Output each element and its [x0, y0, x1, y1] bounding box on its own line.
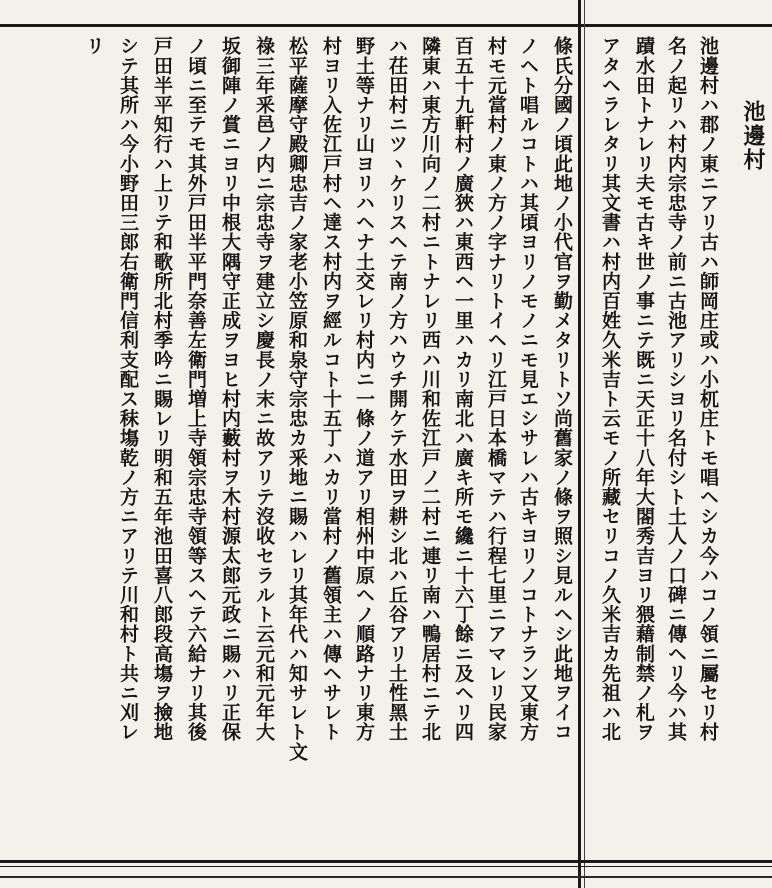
text-column-12: 村ヨリ入佐江戸村ヘ達ス村内ヲ經ルコト十五丁ハカリ當村ノ舊領主ハ傳ヘサレト [320, 36, 342, 742]
page-fold-line-inner [584, 0, 585, 888]
text-column-19: リ [83, 36, 105, 56]
bottom-rule [0, 860, 772, 863]
text-column-8: 百五十九軒村ノ廣狹ハ東西ヘ一里ハカリ南北ハ廣キ所モ纔ニ十六丁餘ニ及ヘリ四 [452, 36, 474, 742]
text-column-5: 條氏分國ノ頃此地ノ小代官ヲ勤メタリトソ尚舊家ノ條ヲ照シ見ルヘシ此地ヲイコ [551, 36, 573, 742]
text-column-1: 池邊村ハ郡ノ東ニアリ古ハ師岡庄或ハ小杌庄トモ唱ヘシカ今ハコノ領ニ屬セリ村 [697, 36, 719, 742]
bottom-rule-thin [0, 866, 772, 867]
bottom-rule-lower [0, 876, 772, 878]
text-column-6: ノヘト唱ルコトハ其頃ヨリノモノニモ見エシサレハ古キヨリノコトナラン又東方 [517, 36, 539, 742]
text-column-13: 松平薩摩守殿卿忠吉ノ家老小笠原和泉守宗忠カ釆地ニ賜ハレリ其年代ハ知サレト文 [286, 36, 308, 762]
text-column-4: アタヘラレタリ其文書ハ村内百姓久米吉ト云モノ所藏セリコノ久米吉カ先祖ハ北 [599, 36, 621, 742]
text-column-3: 蹟水田トナレリ夫モ古キ世ノ事ニテ既ニ天正十八年大閤秀吉ヨリ猥藉制禁ノ札ヲ [633, 36, 655, 742]
section-heading: 池邊村 [740, 100, 766, 172]
text-column-16: ノ頃ニ至テモ其外戸田半平門奈善左衛門増上寺領宗忠寺領等スヘテ六給ナリ其後 [185, 36, 207, 742]
text-column-10: ハ茌田村ニツヽケリスヘテ南ノ方ハウチ開ケテ水田ヲ耕シ北ハ丘谷アリ土性黑土 [386, 36, 408, 742]
text-column-7: 村モ元當村ノ東ノ方ノ字ナリトイヘリ江戸日本橋マテハ行程七里ニアマレリ民家 [485, 36, 507, 742]
text-column-17: 戸田半平知行ハ上リテ和歌所北村季吟ニ賜レリ明和五年池田喜八郎段高塲ヲ撿地 [151, 36, 173, 742]
text-column-14: 祿三年釆邑ノ内ニ宗忠寺ヲ建立シ慶長ノ末ニ故アリテ沒收セラルト云元和元年大 [253, 36, 275, 742]
text-column-9: 隣東ハ東方川向ノ二村ニトナレリ西ハ川和佐江戸ノ二村ニ連リ南ハ鴨居村ニテ北 [419, 36, 441, 742]
text-column-11: 野土等ナリ山ヨリハヘナ土交レリ村内ニ一條ノ道アリ相州中原ヘノ順路ナリ東方 [353, 36, 375, 742]
top-rule [0, 24, 772, 27]
text-column-18: シテ其所ハ今小野田三郎右衛門信利支配ス秣塲乾ノ方ニアリテ川和村ト共ニ刈レ [117, 36, 139, 742]
page-fold-line [578, 0, 581, 888]
text-column-15: 坂御陣ノ賞ニヨリ中根大隅守正成ヲヨヒ村内藪村ヲ木村源太郎元政ニ賜ハリ正保 [219, 36, 241, 742]
text-column-2: 名ノ起リハ村内宗忠寺ノ前ニ古池アリシヨリ名付シト土人ノ口碑ニ傳ヘリ今ハ其 [665, 36, 687, 742]
